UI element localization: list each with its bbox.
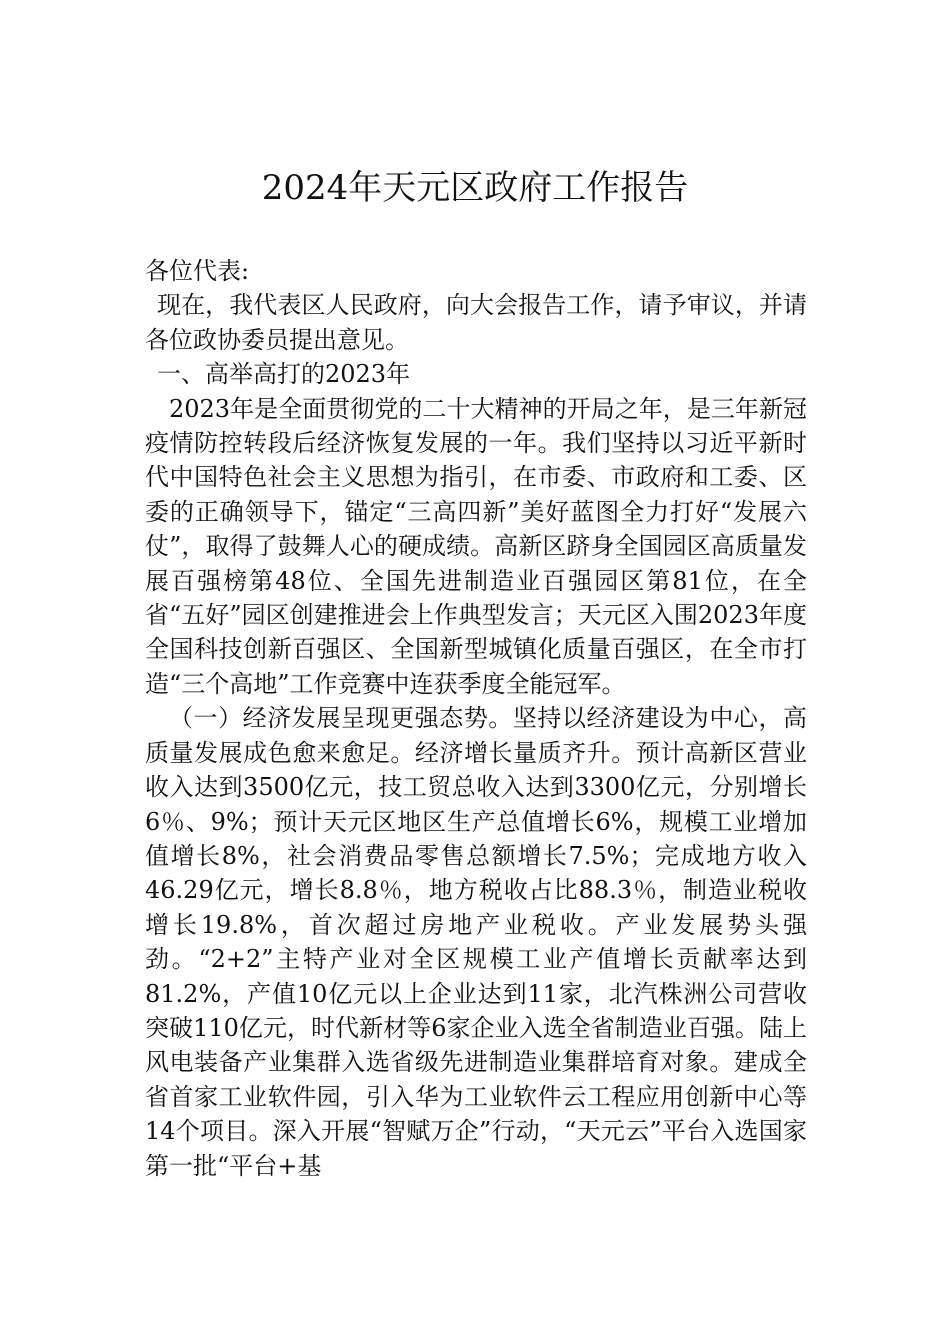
document-title: 2024年天元区政府工作报告 xyxy=(261,168,689,208)
paragraph-intro: 现在，我代表区人民政府，向大会报告工作，请予审议，并请各位政协委员提出意见。 xyxy=(145,291,807,354)
paragraph-economic-development: （一）经济发展呈现更强态势。坚持以经济建设为中心，高质量发展成色愈来愈足。经济增长量质齐升。预计高新区营业收入达到3500亿元，技工贸总收入达到3300亿元，分别增长6％、9%；预计天元区地区生产总值增长6%，规模工业增加值增长8%，社会消费品零售总额增长7.5%；完成地方收入46.29亿元，增长8.8％，地方税收占比88.3％，制造业税收增长19.8%，首次超过房地产业税收。产业发展势头强劲。“2+2”主特产业对全区规模工业产值增长贡献率达到81.2%，产值10亿元以上企业达到11家，北汽株洲公司营收突破110亿元，时代新材等6家企业入选全省制造业百强。陆上风电装备产业集群入选省级先进制造业集群培育对象。建成全省首家工业软件园，引入华为工业软件云工程应用创新中心等14个项目。深入开展“智赋万企”行动，“天元云”平台入选国家第一批“平台+基 xyxy=(145,704,807,1180)
section-heading-1: 一、高举高打的2023年 xyxy=(157,360,411,389)
salutation: 各位代表: xyxy=(145,257,250,285)
document-body xyxy=(145,254,807,1183)
paragraph-2023-overview: 2023年是全面贯彻党的二十大精神的开局之年，是三年新冠疫情防控转段后经济恢复发展的一年。我们坚持以习近平新时代中国特色社会主义思想为指引，在市委、市政府和工委、区委的正确领导下，锚定“三高四新”美好蓝图全力打好“发展六仗”，取得了鼓舞人心的硬成绩。高新区跻身全国园区高质量发展百强榜第48位、全国先进制造业百强园区第81位，在全省“五好”园区创建推进会上作典型发言；天元区入围2023年度全国科技创新百强区、全国新型城镇化质量百强区，在全市打造“三个高地”工作竞赛中连获季度全能冠军。 xyxy=(145,394,807,698)
